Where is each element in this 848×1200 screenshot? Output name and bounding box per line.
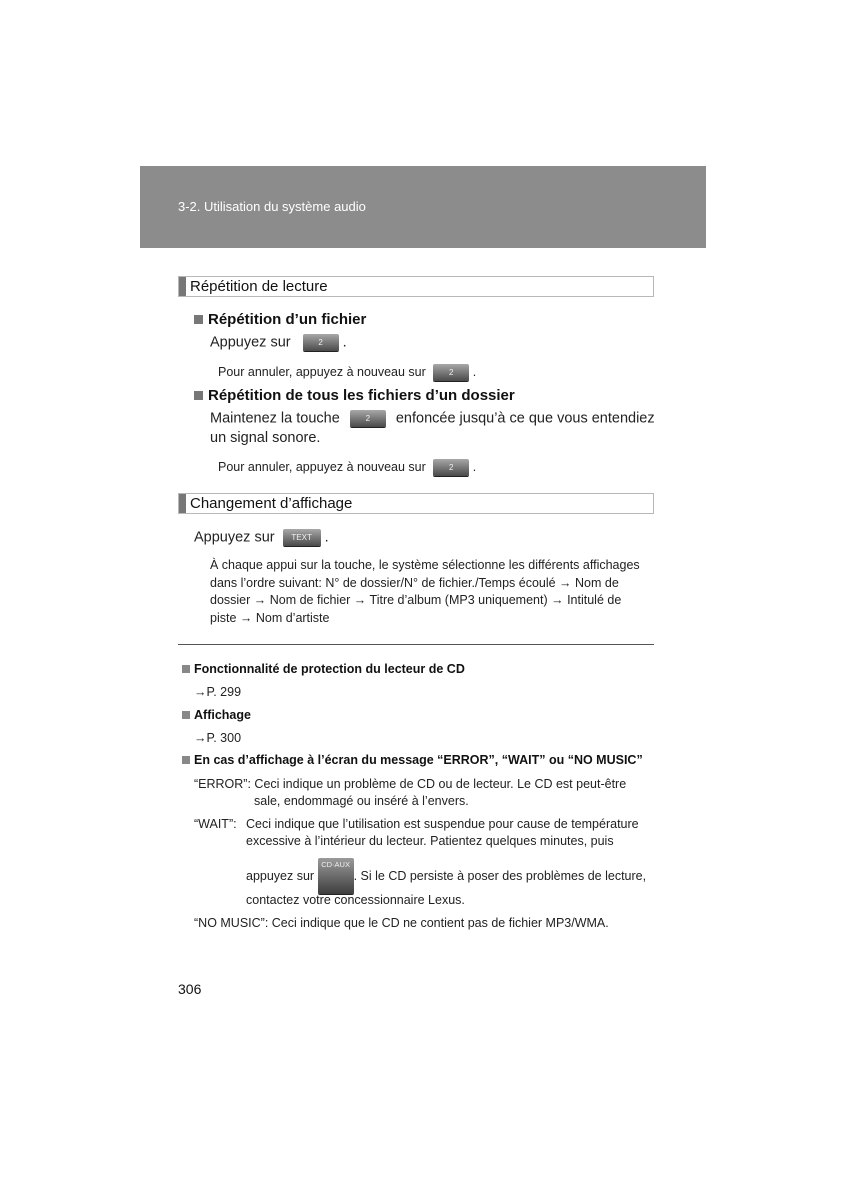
note-heading-affichage	[182, 708, 251, 722]
cancel-note-repeat-folder: Pour annuler, appuyez à nouveau sur 2 .	[218, 459, 476, 476]
wait-message-l2: excessive à l’intérieur du lecteur. Patientez quelques minutes, puis	[246, 834, 614, 848]
note-heading-text: Fonctionnalité de protection du lecteur de CD	[194, 662, 465, 676]
error-message-l1: “ERROR”: Ceci indique un problème de CD ou de lecteur. Le CD est peut-être	[194, 777, 627, 791]
section-title-bar	[179, 277, 186, 296]
section-title-bar	[179, 494, 186, 513]
button-2-icon: 2	[433, 459, 469, 476]
description-line: dans l’ordre suivant: N° de dossier/N° de fichier./Temps écoulé → Nom de	[210, 575, 619, 590]
wait-text: . Si le CD persiste à poser des problèmes de lecture,	[353, 869, 647, 883]
chapter-breadcrumb: 3-2. Utilisation du système audio	[178, 199, 366, 214]
note-heading-text: Affichage	[194, 708, 251, 722]
instruction-repeat-folder	[210, 410, 654, 427]
wait-label: “WAIT”:	[194, 817, 237, 831]
section-title-repetition	[178, 276, 654, 297]
wait-message-l3	[246, 858, 646, 894]
button-2-icon: 2	[433, 364, 469, 381]
square-bullet-icon	[194, 315, 203, 324]
section-divider	[178, 644, 654, 645]
instruction-change-display: Appuyez sur TEXT .	[194, 529, 329, 546]
instruction-text: Appuyez sur	[194, 529, 275, 546]
description-line: À chaque appui sur la touche, le système sélectionne les différents affichages	[210, 558, 640, 572]
instruction-text: Appuyez sur	[210, 334, 291, 351]
instruction-repeat-file: Appuyez sur 2 .	[210, 334, 347, 351]
button-text-icon: TEXT	[283, 529, 321, 546]
square-bullet-icon	[182, 665, 190, 673]
note-heading-messages	[182, 753, 643, 767]
section-title-text: Répétition de lecture	[190, 278, 328, 295]
description-line: dossier → Nom de fichier → Titre d’album (MP3 uniquement) → Intitulé de	[210, 593, 622, 607]
cancel-text: Pour annuler, appuyez à nouveau sur	[218, 459, 426, 474]
section-title-affichage	[178, 493, 654, 514]
note-ref-p300: →P. 300	[194, 731, 242, 745]
nomusic-message: “NO MUSIC”: Ceci indique que le CD ne contient pas de fichier MP3/WMA.	[194, 916, 609, 930]
error-message-l2: sale, endommagé ou inséré à l’envers.	[254, 794, 469, 808]
button-cd-aux-icon: CD·AUX	[318, 858, 354, 894]
button-2-icon: 2	[303, 334, 339, 351]
subheading-repeat-file	[194, 311, 366, 328]
cancel-note-repeat-file: Pour annuler, appuyez à nouveau sur 2 .	[218, 364, 476, 381]
square-bullet-icon	[182, 756, 190, 764]
note-heading-text: En cas d’affichage à l’écran du message “ERROR”, “WAIT” ou “NO MUSIC”	[194, 753, 643, 767]
cancel-text: Pour annuler, appuyez à nouveau sur	[218, 364, 426, 379]
wait-message-l1: Ceci indique que l’utilisation est suspendue pour cause de température	[246, 817, 639, 831]
subheading-text: Répétition d’un fichier	[208, 311, 367, 328]
instruction-text: Maintenez la touche	[210, 410, 340, 427]
page-number: 306	[178, 981, 202, 997]
instruction-repeat-folder-l2: un signal sonore.	[210, 430, 321, 446]
note-heading-cd-protection	[182, 662, 465, 676]
display-order-description	[210, 557, 652, 627]
square-bullet-icon	[182, 711, 190, 719]
wait-message-l4: contactez votre concessionnaire Lexus.	[246, 893, 465, 907]
section-title-text: Changement d’affichage	[190, 495, 353, 512]
note-ref-p299: →P. 299	[194, 685, 242, 699]
wait-text: appuyez sur	[246, 869, 315, 883]
subheading-text: Répétition de tous les fichiers d’un dossier	[208, 387, 515, 404]
description-line: piste → Nom d’artiste	[210, 610, 330, 625]
subheading-repeat-folder	[194, 387, 515, 404]
button-2-icon: 2	[350, 410, 386, 427]
instruction-text: enfoncée jusqu’à ce que vous entendiez	[395, 410, 655, 427]
square-bullet-icon	[194, 391, 203, 400]
